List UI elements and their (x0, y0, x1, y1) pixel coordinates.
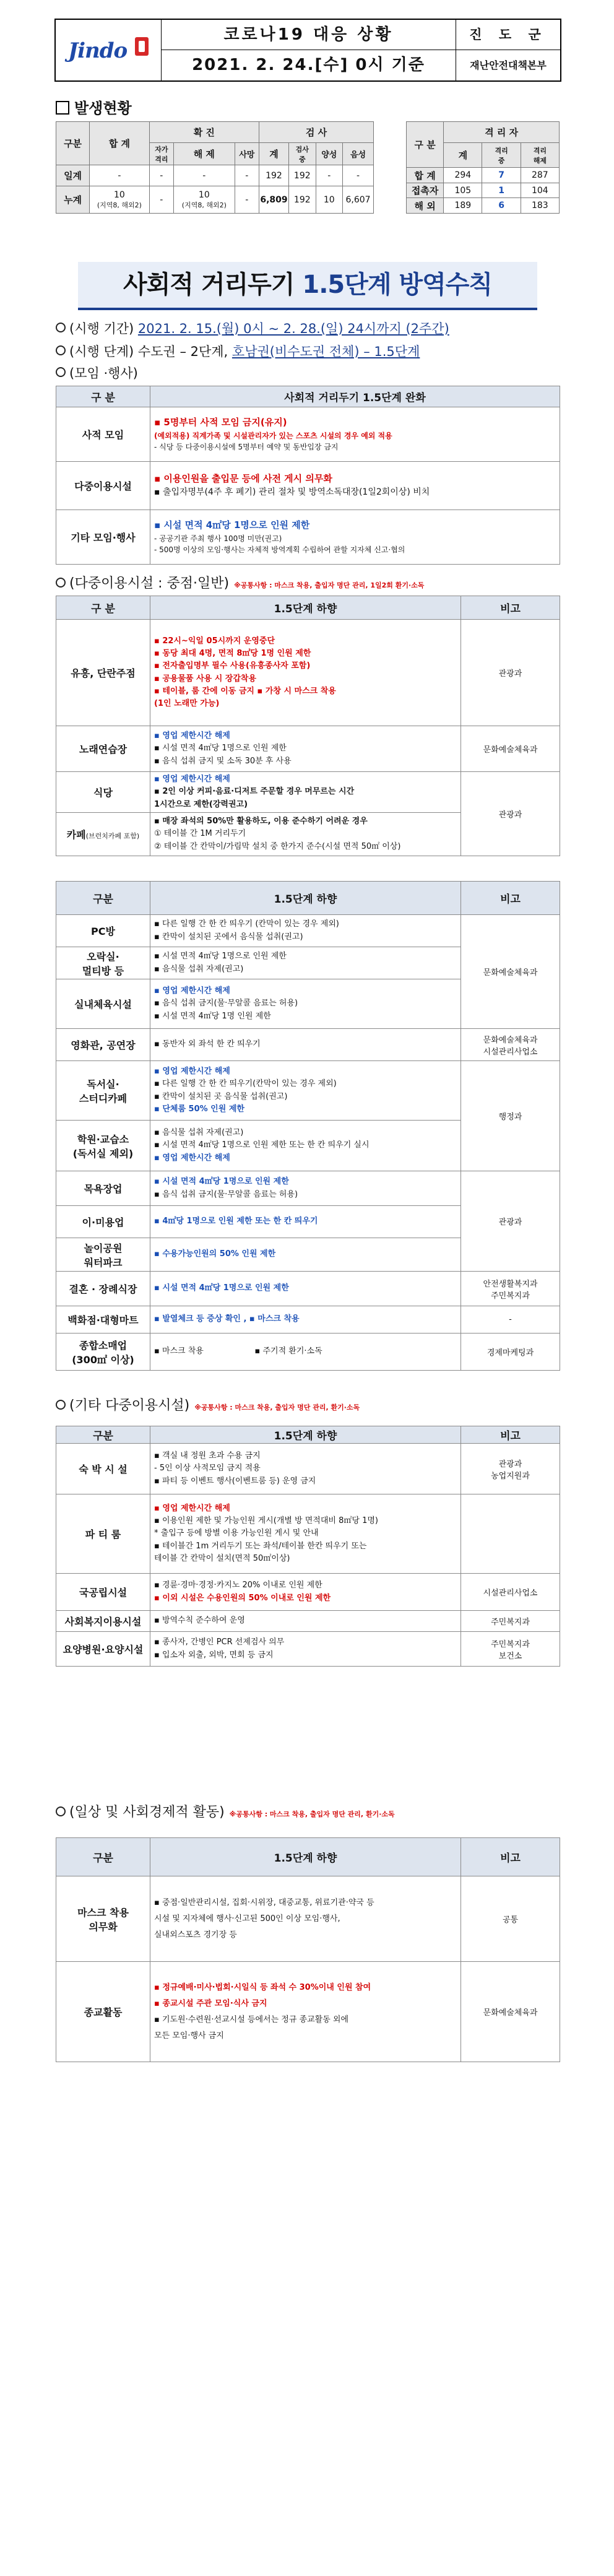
table-row: 식당 ▪ 영업 제한시간 해제 ▪ 2인 이상 커피·음료·디저트 주문할 경우 머무르는 시간 1시간으로 제한(강력권고) 관광과 (56, 772, 560, 813)
table-row: 마스크 착용 의무화 ▪ 중점·일반관리시설, 집회·시위장, 대중교통, 위료기관·약국 등 시설 및 지자체에 행사·신고된 500인 이상 모임·행사, 실내외스포츠 경기장 등 공통 (56, 1876, 560, 1962)
checkbox-square-icon (56, 101, 69, 115)
table-row: PC방 ▪ 다른 일행 간 한 칸 띄우기 (칸막이 있는 경우 제외) ▪ 칸막이 설치된 곳에서 음식물 섭취(권고) 문화예술체육과 (56, 915, 560, 947)
table-row: 다중이용시설 ▪ 이용인원을 출입문 등에 사전 게시 의무화 ▪ 출입자명부(4주 후 폐기) 관리 절차 및 방역소독대장(1일2회이상) 비치 (56, 462, 560, 510)
table-row: 국공립시설 ▪ 경륜·경마·경정·카지노 20% 이내로 인원 제한 ▪ 이외 시설은 수용인원의 50% 이내로 인원 제한 시설관리사업소 (56, 1574, 560, 1611)
table-row: 접촉자 105 1 104 (407, 183, 560, 198)
period-line: (시행 기간) 2021. 2. 15.(월) 0시 ~ 2. 28.(일) 24시까지 (2주간) (56, 319, 449, 337)
table-row: 백화점·대형마트 ▪ 발열체크 등 증상 확인 , ▪ 마스크 착용 - (56, 1306, 560, 1334)
report-title: 코로나19 대응 상황 (162, 20, 456, 50)
circle-bullet-icon (56, 367, 66, 377)
doc-title: 사회적 거리두기 1.5단계 방역수칙 (123, 271, 492, 299)
table-row: 목욕장업 ▪ 시설 면적 4㎡당 1명으로 인원 제한 ▪ 음식 섭취 금지(물·무알콜 음료는 허용) 관광과 (56, 1171, 560, 1206)
report-header (54, 19, 561, 82)
daily-table: 구분 1.5단계 하향 비고 마스크 착용 의무화 ▪ 중점·일반관리시설, 집회·시위장, 대중교통, 위료기관·약국 등 시설 및 지자체에 행사·신고된 500인 이상 모임·행사, 실내외스포츠 경기장 등 공통 종교활동 ▪ 정규예배·미사·법회·시일식 등 좌석 수 30%이내 인원 참여 ▪ 종교시설 주관 모임·식사 금지 ▪ 기도원·수련원·선교시설 등에서는 정규 종교활동 외에 모든 모임·행사 금지 문화예술체육과 (56, 1837, 560, 2062)
table-row: 사회복지이용시설 ▪ 방역수칙 준수하여 운영 주민복지과 (56, 1611, 560, 1632)
multi1-table: 구 분 1.5단계 하향 비고 유흥, 단란주점 ▪ 22시~익일 05시까지 운영중단 ▪ 동당 최대 4명, 면적 8㎡당 1명 인원 제한 ▪ 전자출입명부 필수 사용(유흥종사자 포함) ▪ 공용물품 사용 시 장갑착용 ▪ 테이블, 룸 간에 이동 금지 ▪ 가창 시 마스크 착용 (1인 노래만 가능) 관광과 노래연습장 ▪ 영업 제한시간 해제 ▪ 시설 면적 4㎡당 1명으로 인원 제한 ▪ 음식 섭취 금지 및 소독 30분 후 사용 문화예술체육과 식당 ▪ 영업 제한시간 해제 ▪ 2인 이상 커피·음료·디저트 주문할 경우 머무르는 시간 1시간으로 제한(강력권고) 관광과 카페(브런치카페 포함) ▪ 매장 좌석의 50%만 활용하도, 이용 준수하기 어려운 경우 ① 테이블 간 1M 거리두기 ② 테이블 간 칸막이/가림막 설치 중 한가지 준수(시설 면적 50㎡ 이상) (56, 596, 560, 856)
org-name: 진 도 군 (456, 20, 560, 50)
table-row: 종합소매업 (300㎡ 이상) ▪ 마스크 착용 ▪ 주기적 환기·소독 경제마케팅과 (56, 1334, 560, 1371)
section-status-title: 발생현황 (56, 96, 132, 118)
dept-name: 재난안전대책본부 (470, 59, 547, 71)
stage-line: (시행 단계) 수도권 – 2단계, 호남권(비수도권 전체) – 1.5단계 (56, 342, 420, 360)
table-row: 종교활동 ▪ 정규예배·미사·법회·시일식 등 좌석 수 30%이내 인원 참여 ▪ 종교시설 주관 모임·식사 금지 ▪ 기도원·수련원·선교시설 등에서는 정규 종교활동 외에 모든 모임·행사 금지 문화예술체육과 (56, 1962, 560, 2062)
table-row: 독서실· 스터디카페 ▪ 영업 제한시간 해제 ▪ 다른 일행 간 한 칸 띄우기(칸막이 있는 경우 제외) ▪ 칸막이 설치된 곳 음식물 섭취(권고) ▪ 단체룸 50% 인원 제한 행정과 (56, 1061, 560, 1121)
table-row: 일계 - - - - 192 192 - - (56, 165, 374, 186)
daily-label: (일상 및 사회경제적 활동) ※공통사항 : 마스크 착용, 출입자 명단 관리, 환기·소독 (56, 1802, 395, 1821)
circle-bullet-icon (56, 345, 66, 355)
multi1-label: (다중이용시설 : 중점·일반) ※공통사항 : 마스크 착용, 출입자 명단 관리, 1일2회 환기·소독 (56, 573, 424, 592)
logo-cell (56, 20, 162, 80)
circle-bullet-icon (56, 1400, 66, 1410)
outbreak-table: 구분 합 계 확 진 검 사 자가 격리 해 제 사망 계 검사 중 양성 음성 일계 - - - - 192 192 - - 누계 10 (지역8, 해외2) - 10 (지역8, 해외2) - 6,809 192 10 6,607 (56, 121, 374, 214)
jindo-logo: Jindo (68, 38, 128, 63)
circle-bullet-icon (56, 1806, 66, 1816)
multi3-label: (기타 다중이용시설) ※공통사항 : 마스크 착용, 출입자 명단 관리, 환기·소독 (56, 1395, 360, 1414)
logo-mark-icon (135, 37, 149, 56)
multi3-table: 구분 1.5단계 하향 비고 숙 박 시 설 ▪ 객실 내 정원 초과 수용 금지 - 5인 이상 사적모임 금지 적용 ▪ 파티 등 이벤트 행사(이벤트룸 등) 운영 금지 관광과 농업지원과 파 티 룸 ▪ 영업 제한시간 해제 ▪ 이용인원 제한 및 가능인원 게시(개별 방 면적대비 8㎡당 1명) * 출입구 등에 방별 이용 가능인원 게시 및 안내 ▪ 테이블간 1m 거리두기 또는 좌석/테이블 한칸 띄우기 또는 테이블 간 칸막이 설치(면적 50㎡이상) 국공립시설 ▪ 경륜·경마·경정·카지노 20% 이내로 인원 제한 ▪ 이외 시설은 수용인원의 50% 이내로 인원 제한 시설관리사업소 사회복지이용시설 ▪ 방역수칙 준수하여 운영 주민복지과 요양병원·요양시설 ▪ 종사자, 간병인 PCR 선제검사 의무 ▪ 입소자 외출, 외박, 면회 등 금지 주민복지과 보건소 (56, 1426, 560, 1667)
table-row: 누계 10 (지역8, 해외2) - 10 (지역8, 해외2) - 6,809 192 10 6,607 (56, 186, 374, 214)
table-row: 요양병원·요양시설 ▪ 종사자, 간병인 PCR 선제검사 의무 ▪ 입소자 외출, 외박, 면회 등 금지 주민복지과 보건소 (56, 1632, 560, 1667)
gathering-label: (모임 ·행사) (56, 363, 138, 382)
table-row: 숙 박 시 설 ▪ 객실 내 정원 초과 수용 금지 - 5인 이상 사적모임 금지 적용 ▪ 파티 등 이벤트 행사(이벤트룸 등) 운영 금지 관광과 농업지원과 (56, 1444, 560, 1494)
table-row: 합 계 294 7 287 (407, 168, 560, 183)
table-row: 유흥, 단란주점 ▪ 22시~익일 05시까지 운영중단 ▪ 동당 최대 4명, 면적 8㎡당 1명 인원 제한 ▪ 전자출입명부 필수 사용(유흥종사자 포함) ▪ 공용물품 사용 시 장갑착용 ▪ 테이블, 룸 간에 이동 금지 ▪ 가창 시 마스크 착용 (1인 노래만 가능) 관광과 (56, 620, 560, 726)
table-row: 학원·교습소 (독서실 제외) ▪ 음식물 섭취 자제(권고) ▪ 시설 면적 4㎡당 1명으로 인원 제한 또는 한 칸 띄우기 실시 ▪ 영업 제한시간 해제 (56, 1121, 560, 1171)
table-row: 실내체육시설 ▪ 영업 제한시간 해제 ▪ 음식 섭취 금지(물·무알콜 음료는 허용) ▪ 시설 면적 4㎡당 1명 인원 제한 (56, 979, 560, 1029)
table-row: 영화관, 공연장 ▪ 동반자 외 좌석 한 칸 띄우기 문화예술체육과 시설관리사업소 (56, 1029, 560, 1061)
report-date: 2021. 2. 24.[수] 0시 기준 (192, 56, 425, 74)
table-row: 오락실· 멀티방 등 ▪ 시설 면적 4㎡당 1명으로 인원 제한 ▪ 음식물 섭취 자제(권고) (56, 947, 560, 979)
table-row: 노래연습장 ▪ 영업 제한시간 해제 ▪ 시설 면적 4㎡당 1명으로 인원 제한 ▪ 음식 섭취 금지 및 소독 30분 후 사용 문화예술체육과 (56, 726, 560, 772)
circle-bullet-icon (56, 323, 66, 332)
gathering-table: 구 분 사회적 거리두기 1.5단계 완화 사적 모임 ▪ 5명부터 사적 모임 금지(유지) (예외적용) 직계가족 및 시설관리자가 있는 스포츠 시설의 경우 예외 적용 - 식당 등 다중이용시설에 5명부터 예약 및 동반입장 금지 다중이용시설 ▪ 이용인원을 출입문 등에 사전 게시 의무화 ▪ 출입자명부(4주 후 폐기) 관리 절차 및 방역소독대장(1일2회이상) 비치 기타 모임·행사 ▪ 시설 면적 4㎡당 1명으로 인원 제한 - 공공기관 주최 행사 100명 미만(권고) - 500명 이상의 모임·행사는 자체적 방역계획 수립하여 관할 지자체 신고·협의 (56, 386, 560, 565)
isolation-table: 구 분 격 리 자 계 격리 중 격리 해제 합 계 294 7 287 접촉자 105 1 104 해 외 189 6 183 (406, 121, 560, 214)
table-row: 파 티 룸 ▪ 영업 제한시간 해제 ▪ 이용인원 제한 및 가능인원 게시(개별 방 면적대비 8㎡당 1명) * 출입구 등에 방별 이용 가능인원 게시 및 안내 ▪ 테이블간 1m 거리두기 또는 좌석/테이블 한칸 띄우기 또는 테이블 간 칸막이 설치(면적 50㎡이상) (56, 1494, 560, 1574)
table-row: 놀이공원 워터파크 ▪ 수용가능인원의 50% 인원 제한 (56, 1238, 560, 1272)
table-row: 기타 모임·행사 ▪ 시설 면적 4㎡당 1명으로 인원 제한 - 공공기관 주최 행사 100명 미만(권고) - 500명 이상의 모임·행사는 자체적 방역계획 수립하여 관할 지자체 신고·협의 (56, 510, 560, 565)
table-row: 해 외 189 6 183 (407, 198, 560, 214)
multi2-table: 구분 1.5단계 하향 비고 PC방 ▪ 다른 일행 간 한 칸 띄우기 (칸막이 있는 경우 제외) ▪ 칸막이 설치된 곳에서 음식물 섭취(권고) 문화예술체육과 오락실· 멀티방 등 ▪ 시설 면적 4㎡당 1명으로 인원 제한 ▪ 음식물 섭취 자제(권고) 실내체육시설 ▪ 영업 제한시간 해제 ▪ 음식 섭취 금지(물·무알콜 음료는 허용) ▪ 시설 면적 4㎡당 1명 인원 제한 영화관, 공연장 ▪ 동반자 외 좌석 한 칸 띄우기 문화예술체육과 시설관리사업소 독서실· 스터디카페 ▪ 영업 제한시간 해제 ▪ 다른 일행 간 한 칸 띄우기(칸막이 있는 경우 제외) ▪ 칸막이 설치된 곳 음식물 섭취(권고) ▪ 단체룸 50% 인원 제한 행정과 학원·교습소 (독서실 제외) ▪ 음식물 섭취 자제(권고) ▪ 시설 면적 4㎡당 1명으로 인원 제한 또는 한 칸 띄우기 실시 ▪ 영업 제한시간 해제 목욕장업 ▪ 시설 면적 4㎡당 1명으로 인원 제한 ▪ 음식 섭취 금지(물·무알콜 음료는 허용) 관광과 이·미용업 ▪ 4㎡당 1명으로 인원 제한 또는 한 칸 띄우기 놀이공원 워터파크 ▪ 수용가능인원의 50% 인원 제한 결혼 · 장례식장 ▪ 시설 면적 4㎡당 1명으로 인원 제한 안전생활복지과 주민복지과 백화점·대형마트 ▪ 발열체크 등 증상 확인 , ▪ 마스크 착용 - 종합소매업 (300㎡ 이상) ▪ 마스크 착용 ▪ 주기적 환기·소독 경제마케팅과 (56, 881, 560, 1371)
table-row: 이·미용업 ▪ 4㎡당 1명으로 인원 제한 또는 한 칸 띄우기 (56, 1206, 560, 1238)
table-row: 결혼 · 장례식장 ▪ 시설 면적 4㎡당 1명으로 인원 제한 안전생활복지과 주민복지과 (56, 1272, 560, 1306)
circle-bullet-icon (56, 578, 66, 588)
table-row: 사적 모임 ▪ 5명부터 사적 모임 금지(유지) (예외적용) 직계가족 및 시설관리자가 있는 스포츠 시설의 경우 예외 적용 - 식당 등 다중이용시설에 5명부터 예약 및 동반입장 금지 (56, 407, 560, 462)
table-row: 카페(브런치카페 포함) ▪ 매장 좌석의 50%만 활용하도, 이용 준수하기 어려운 경우 ① 테이블 간 1M 거리두기 ② 테이블 간 칸막이/가림막 설치 중 한가지 준수(시설 면적 50㎡ 이상) (56, 813, 560, 856)
